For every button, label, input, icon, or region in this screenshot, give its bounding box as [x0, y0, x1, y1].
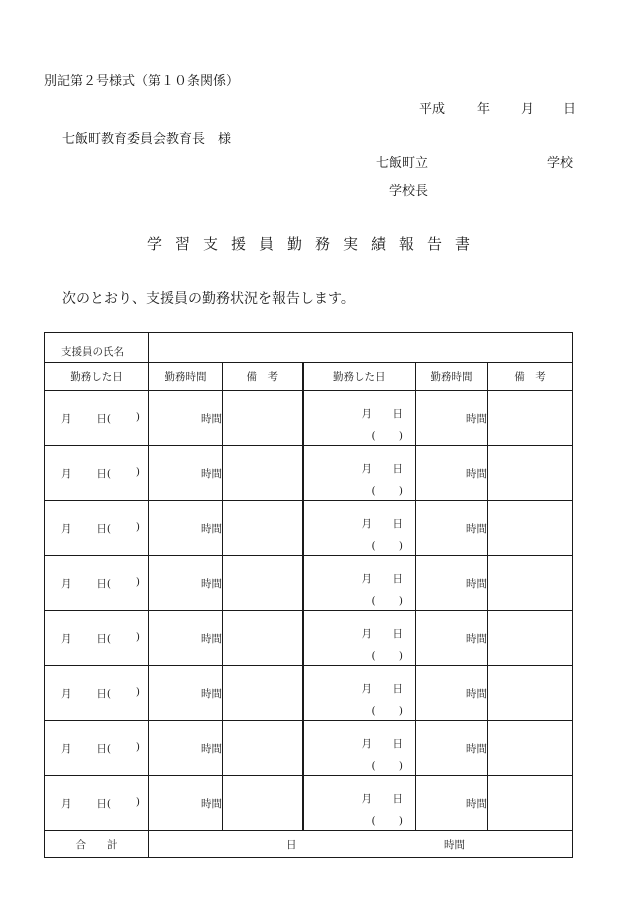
hours-cell-right[interactable]: 時間 [416, 501, 488, 556]
document-title: 学習支援員勤務実績報告書 [146, 235, 483, 253]
remarks-cell-left[interactable] [223, 666, 303, 721]
hours-cell-left[interactable]: 時間 [149, 776, 223, 831]
hours-cell-left[interactable]: 時間 [149, 391, 223, 446]
header-date-left: 勤務した日 [45, 363, 149, 391]
date-cell-right[interactable] [303, 501, 416, 556]
paren-close: ) [135, 465, 140, 478]
day-label: 日( [96, 467, 111, 480]
date-cell-right[interactable] [303, 776, 416, 831]
date-cell-left[interactable] [45, 501, 149, 556]
paren-close: ) [398, 760, 403, 772]
date-cell-left[interactable] [45, 611, 149, 666]
paren-open: ( [371, 650, 376, 662]
total-field[interactable] [149, 831, 573, 858]
table-row [45, 721, 573, 776]
month-label: 月 [61, 577, 72, 590]
date-cell-right[interactable] [303, 556, 416, 611]
date-cell-left[interactable] [45, 446, 149, 501]
remarks-cell-right[interactable] [488, 501, 573, 556]
day-label: 日 [392, 628, 403, 640]
hours-cell-left[interactable]: 時間 [149, 666, 223, 721]
remarks-cell-left[interactable] [223, 501, 303, 556]
paren-open: ( [371, 760, 376, 772]
paren-close: ) [135, 740, 140, 753]
remarks-cell-left[interactable] [223, 556, 303, 611]
date-cell-right[interactable] [303, 721, 416, 776]
day-label: 日( [96, 577, 111, 590]
hours-cell-left[interactable]: 時間 [149, 446, 223, 501]
remarks-cell-left[interactable] [223, 776, 303, 831]
remarks-cell-left[interactable] [223, 721, 303, 776]
day-label: 日 [392, 683, 403, 695]
month-label: 月 [361, 738, 372, 750]
paren-open: ( [371, 705, 376, 717]
table-row [45, 776, 573, 831]
intro-text: 次のとおり、支援員の勤務状況を報告します。 [62, 291, 355, 307]
paren-close: ) [398, 705, 403, 717]
header-row [45, 363, 573, 391]
date-month-label: 月 [521, 102, 535, 117]
paren-close: ) [398, 540, 403, 552]
header-remarks-right: 備 考 [488, 363, 573, 391]
day-label: 日 [392, 518, 403, 530]
remarks-cell-right[interactable] [488, 556, 573, 611]
paren-close: ) [135, 630, 140, 643]
remarks-cell-right[interactable] [488, 776, 573, 831]
total-hours-label: 時間 [444, 839, 465, 851]
table-row [45, 446, 573, 501]
principal-label: 学校長 [389, 184, 429, 199]
table-row [45, 666, 573, 721]
day-label: 日 [392, 793, 403, 805]
name-field[interactable] [149, 333, 573, 363]
hours-cell-right[interactable]: 時間 [416, 721, 488, 776]
total-day-label: 日 [286, 839, 297, 851]
month-label: 月 [361, 683, 372, 695]
date-year-label: 年 [477, 102, 491, 117]
day-label: 日 [392, 463, 403, 475]
paren-close: ) [135, 520, 140, 533]
name-row [45, 333, 573, 363]
header-date-right: 勤務した日 [303, 363, 416, 391]
work-record-table [44, 332, 573, 858]
paren-open: ( [371, 815, 376, 827]
hours-cell-right[interactable]: 時間 [416, 556, 488, 611]
month-label: 月 [61, 412, 72, 425]
month-label: 月 [61, 632, 72, 645]
remarks-cell-left[interactable] [223, 391, 303, 446]
remarks-cell-right[interactable] [488, 611, 573, 666]
paren-close: ) [398, 485, 403, 497]
total-row [45, 831, 573, 858]
month-label: 月 [61, 467, 72, 480]
month-label: 月 [61, 522, 72, 535]
day-label: 日( [96, 742, 111, 755]
table-row [45, 611, 573, 666]
date-cell-right[interactable] [303, 611, 416, 666]
day-label: 日( [96, 797, 111, 810]
day-label: 日 [392, 738, 403, 750]
paren-close: ) [135, 685, 140, 698]
paren-close: ) [398, 815, 403, 827]
remarks-cell-left[interactable] [223, 446, 303, 501]
day-label: 日 [392, 408, 403, 420]
paren-close: ) [398, 650, 403, 662]
date-cell-right[interactable] [303, 446, 416, 501]
paren-open: ( [371, 485, 376, 497]
hours-cell-left[interactable]: 時間 [149, 611, 223, 666]
date-cell-left[interactable] [45, 721, 149, 776]
date-cell-left[interactable] [45, 776, 149, 831]
month-label: 月 [361, 408, 372, 420]
table-row [45, 501, 573, 556]
hours-cell-right[interactable]: 時間 [416, 611, 488, 666]
paren-close: ) [398, 430, 403, 442]
month-label: 月 [361, 573, 372, 585]
paren-open: ( [371, 595, 376, 607]
day-label: 日( [96, 687, 111, 700]
hours-cell-right[interactable]: 時間 [416, 666, 488, 721]
hours-cell-left[interactable]: 時間 [149, 501, 223, 556]
remarks-cell-left[interactable] [223, 611, 303, 666]
remarks-cell-right[interactable] [488, 666, 573, 721]
paren-open: ( [371, 540, 376, 552]
header-hours-left: 勤務時間 [149, 363, 223, 391]
remarks-cell-right[interactable] [488, 446, 573, 501]
month-label: 月 [361, 463, 372, 475]
hours-cell-left[interactable]: 時間 [149, 721, 223, 776]
header-remarks-left: 備 考 [223, 363, 303, 391]
day-label: 日( [96, 522, 111, 535]
hours-cell-left[interactable]: 時間 [149, 556, 223, 611]
paren-close: ) [135, 410, 140, 423]
form-label: 別記第２号様式（第１０条関係） [44, 74, 240, 89]
date-cell-right[interactable] [303, 391, 416, 446]
school-suffix: 学校 [547, 156, 574, 171]
paren-open: ( [371, 430, 376, 442]
day-label: 日 [392, 573, 403, 585]
table-row [45, 391, 573, 446]
name-label: 支援員の氏名 [45, 333, 149, 363]
hours-cell-right[interactable]: 時間 [416, 446, 488, 501]
day-label: 日( [96, 412, 111, 425]
date-cell-left[interactable] [45, 556, 149, 611]
paren-close: ) [398, 595, 403, 607]
addressee: 七飯町教育委員会教育長 様 [62, 132, 232, 147]
month-label: 月 [361, 518, 372, 530]
total-label: 合 計 [45, 831, 149, 858]
school-prefix: 七飯町立 [376, 156, 429, 171]
month-label: 月 [61, 687, 72, 700]
header-hours-right: 勤務時間 [416, 363, 488, 391]
month-label: 月 [61, 797, 72, 810]
date-day-label: 日 [563, 102, 577, 117]
hours-cell-right[interactable]: 時間 [416, 776, 488, 831]
remarks-cell-right[interactable] [488, 391, 573, 446]
table-row [45, 556, 573, 611]
month-label: 月 [361, 793, 372, 805]
date-cell-right[interactable] [303, 666, 416, 721]
remarks-cell-right[interactable] [488, 721, 573, 776]
date-era: 平成 [419, 102, 446, 117]
day-label: 日( [96, 632, 111, 645]
paren-close: ) [135, 575, 140, 588]
month-label: 月 [361, 628, 372, 640]
paren-close: ) [135, 795, 140, 808]
hours-cell-right[interactable]: 時間 [416, 391, 488, 446]
month-label: 月 [61, 742, 72, 755]
date-cell-left[interactable] [45, 391, 149, 446]
date-cell-left[interactable] [45, 666, 149, 721]
